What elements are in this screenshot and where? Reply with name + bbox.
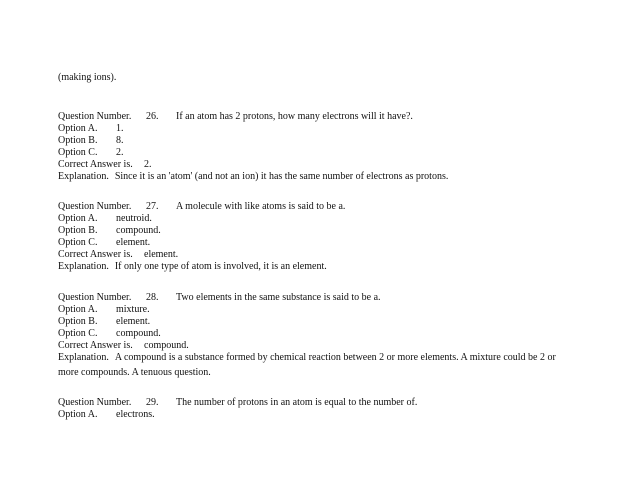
option-label: Option C. xyxy=(58,237,98,248)
option-value: 2. xyxy=(116,147,124,158)
explanation-label: Explanation. xyxy=(58,171,109,182)
option-value: compound. xyxy=(116,328,161,339)
question-text: A molecule with like atoms is said to be a. xyxy=(176,201,346,212)
explanation-label: Explanation. xyxy=(58,261,109,272)
option-label: Option A. xyxy=(58,123,98,134)
answer-value: element. xyxy=(144,249,179,260)
explanation-text: If only one type of atom is involved, it is an element. xyxy=(114,261,327,272)
option-value: 1. xyxy=(116,123,124,134)
option-row xyxy=(58,409,155,421)
option-value: element. xyxy=(116,237,151,248)
option-row xyxy=(58,147,124,159)
option-row xyxy=(58,316,150,328)
option-row xyxy=(58,213,152,225)
question-text: Two elements in the same substance is said to be a. xyxy=(176,292,381,303)
answer-value: 2. xyxy=(144,159,152,170)
correct-answer-row xyxy=(58,249,178,261)
option-label: Option B. xyxy=(58,316,98,327)
question-number: 26. xyxy=(146,111,159,122)
option-label: Option A. xyxy=(58,409,98,420)
option-label: Option A. xyxy=(58,304,98,315)
option-value: mixture. xyxy=(116,304,150,315)
answer-label: Correct Answer is. xyxy=(58,249,133,260)
option-value: electrons. xyxy=(116,409,155,420)
question-27-header xyxy=(58,201,345,213)
question-label: Question Number. xyxy=(58,111,132,122)
option-value: compound. xyxy=(116,225,161,236)
intro-text: (making ions). xyxy=(58,72,117,83)
question-number: 28. xyxy=(146,292,159,303)
option-row xyxy=(58,304,150,316)
option-value: neutroid. xyxy=(116,213,152,224)
correct-answer-row xyxy=(58,159,152,171)
question-text: If an atom has 2 protons, how many electrons will it have?. xyxy=(176,111,413,122)
option-row xyxy=(58,225,161,237)
option-value: element. xyxy=(116,316,151,327)
question-26-header xyxy=(58,111,413,123)
explanation-row xyxy=(58,350,578,380)
question-28-header xyxy=(58,292,381,304)
explanation-row xyxy=(58,261,327,273)
answer-value: compound. xyxy=(144,340,189,351)
answer-label: Correct Answer is. xyxy=(58,159,133,170)
question-label: Question Number. xyxy=(58,397,132,408)
option-row xyxy=(58,237,150,249)
question-29-header xyxy=(58,397,417,409)
explanation-text: Since it is an 'atom' (and not an ion) it has the same number of electrons as protons. xyxy=(114,171,449,182)
answer-label: Correct Answer is. xyxy=(58,340,133,351)
option-row xyxy=(58,135,124,147)
option-row xyxy=(58,123,124,135)
option-label: Option B. xyxy=(58,225,98,236)
explanation-text: A compound is a substance formed by chemical reaction between 2 or more elements. A mixture could be 2 or more compounds. A tenuous question. xyxy=(58,352,556,378)
explanation-row xyxy=(58,171,448,183)
question-text: The number of protons in an atom is equal to the number of. xyxy=(176,397,418,408)
question-number: 29. xyxy=(146,397,159,408)
option-label: Option A. xyxy=(58,213,98,224)
question-label: Question Number. xyxy=(58,201,132,212)
explanation-label: Explanation. xyxy=(58,352,109,363)
option-row xyxy=(58,328,161,340)
option-value: 8. xyxy=(116,135,124,146)
option-label: Option C. xyxy=(58,147,98,158)
option-label: Option C. xyxy=(58,328,98,339)
question-number: 27. xyxy=(146,201,159,212)
option-label: Option B. xyxy=(58,135,98,146)
question-label: Question Number. xyxy=(58,292,132,303)
